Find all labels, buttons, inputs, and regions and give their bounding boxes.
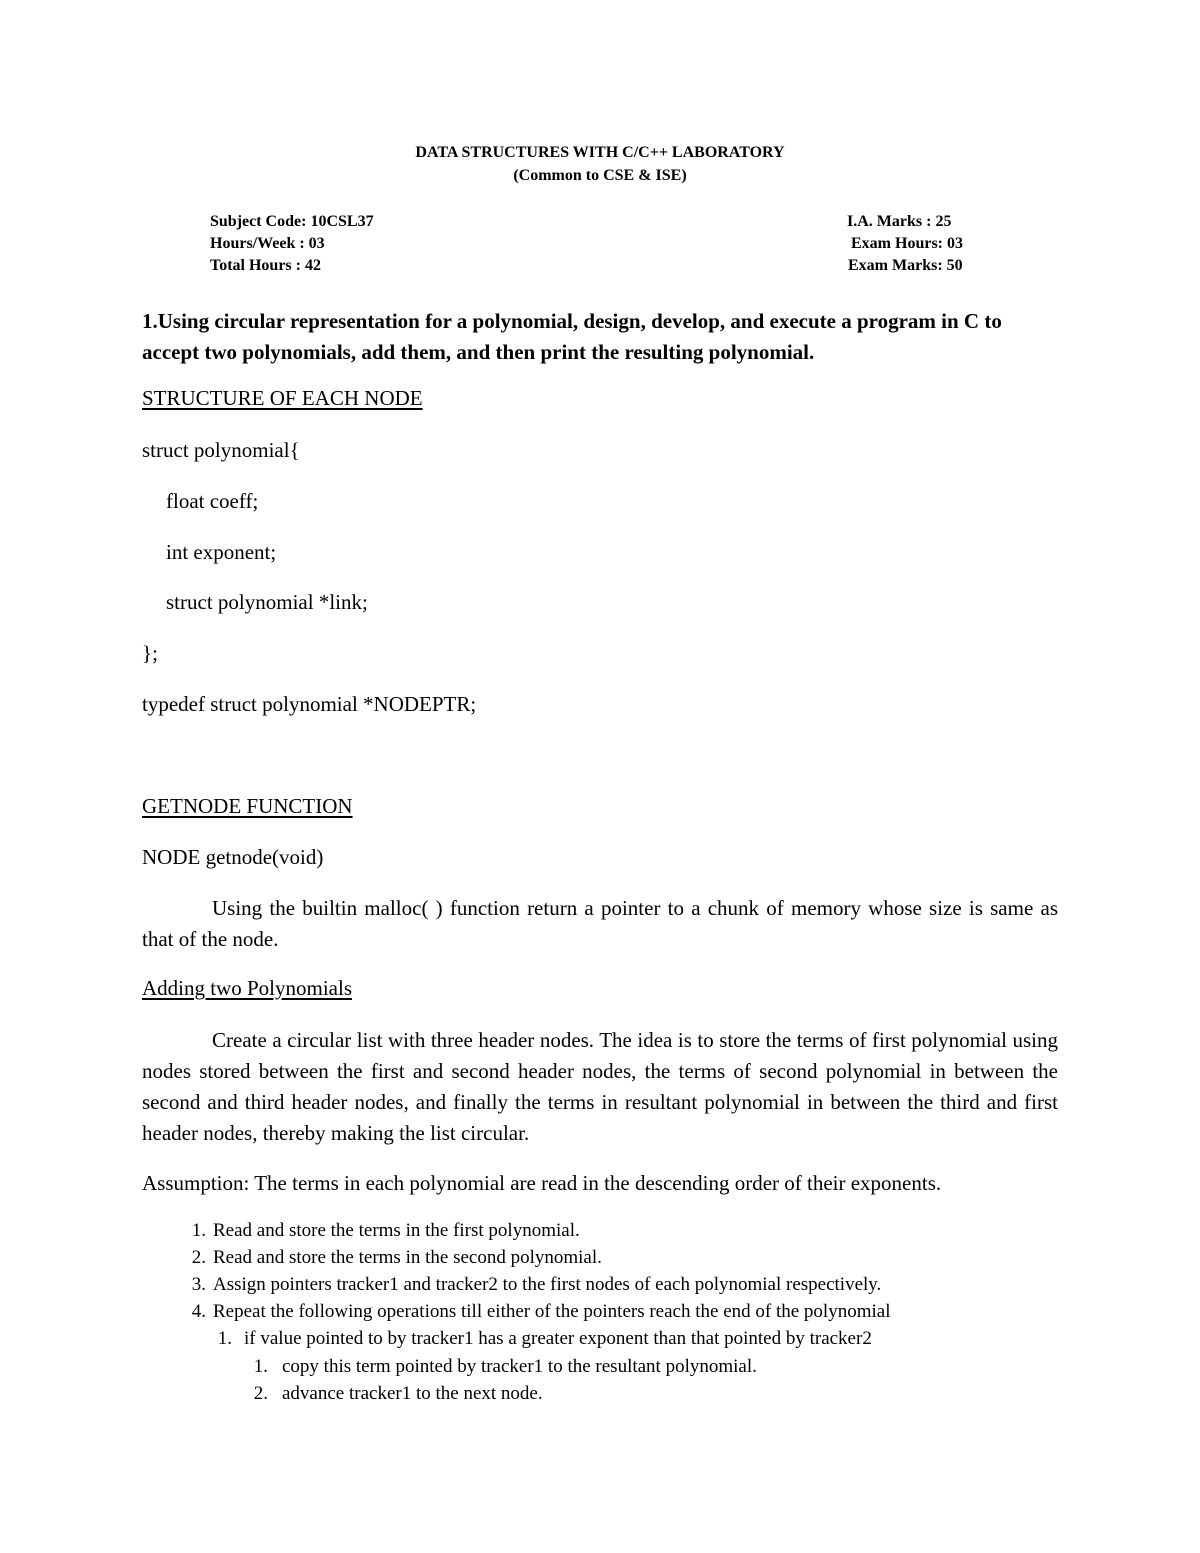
code-line: struct polynomial *link; — [166, 590, 368, 614]
question-text: 1.Using circular representation for a polynomial, design, develop, and execute a program in C to accept two polynomials, add them, and then print the resulting polynomial. — [142, 309, 1002, 364]
list-text: copy this term pointed by tracker1 to the resultant polynomial. — [282, 1356, 757, 1377]
list-number: 2. — [191, 1247, 206, 1268]
getnode-description: Using the builtin malloc( ) function return a pointer to a chunk of memory whose size is same as that of the node. — [142, 896, 1058, 951]
list-number: 4. — [191, 1301, 206, 1322]
exam-marks: Exam Marks: 50 — [848, 257, 963, 274]
list-number: 1. — [253, 1356, 268, 1377]
getnode-heading: GETNODE FUNCTION — [142, 794, 353, 818]
code-line: float coeff; — [166, 489, 259, 513]
list-number: 1. — [191, 1220, 206, 1241]
adding-heading: Adding two Polynomials — [142, 976, 353, 1000]
adding-paragraph: Create a circular list with three header nodes. The idea is to store the terms of first polynomial using nodes stored between the first and second header nodes, the terms of second polynomial in between the second and third header nodes, and finally the terms in resultant polynomial in between the third and first header nodes, thereby making the list circular. — [142, 1028, 1058, 1145]
list-text: Read and store the terms in the first polynomial. — [213, 1220, 580, 1241]
list-text: if value pointed to by tracker1 has a greater exponent than that pointed by tracker2 — [244, 1328, 872, 1349]
list-item — [142, 1356, 1142, 1382]
list-item — [142, 1274, 1142, 1300]
code-line: int exponent; — [166, 540, 277, 564]
list-text: advance tracker1 to the next node. — [282, 1383, 543, 1404]
list-item — [142, 1247, 1142, 1273]
hours-per-week: Hours/Week : 03 — [210, 235, 325, 252]
exam-hours: Exam Hours: 03 — [851, 235, 963, 252]
code-line: typedef struct polynomial *NODEPTR; — [142, 692, 477, 716]
list-number: 2. — [253, 1383, 268, 1404]
structure-heading: STRUCTURE OF EACH NODE — [142, 386, 423, 410]
subject-code: Subject Code: 10CSL37 — [210, 213, 374, 230]
total-hours: Total Hours : 42 — [210, 257, 321, 274]
list-text: Repeat the following operations till either of the pointers reach the end of the polynomial — [213, 1301, 891, 1322]
document-subtitle: (Common to CSE & ISE) — [513, 167, 687, 184]
list-item — [142, 1328, 1142, 1354]
code-line: struct polynomial{ — [142, 438, 300, 462]
code-line: }; — [142, 641, 158, 665]
ia-marks: I.A. Marks : 25 — [847, 213, 952, 230]
list-item — [142, 1220, 1142, 1246]
list-text: Assign pointers tracker1 and tracker2 to the first nodes of each polynomial respectively. — [213, 1274, 882, 1295]
list-number: 1. — [217, 1328, 232, 1349]
list-number: 3. — [191, 1274, 206, 1295]
assumption-text: Assumption: The terms in each polynomial are read in the descending order of their exponents. — [142, 1171, 942, 1195]
list-item — [142, 1383, 1142, 1409]
list-item — [142, 1301, 1142, 1327]
list-text: Read and store the terms in the second polynomial. — [213, 1247, 602, 1268]
getnode-signature: NODE getnode(void) — [142, 845, 324, 869]
document-title: DATA STRUCTURES WITH C/C++ LABORATORY — [415, 144, 785, 161]
